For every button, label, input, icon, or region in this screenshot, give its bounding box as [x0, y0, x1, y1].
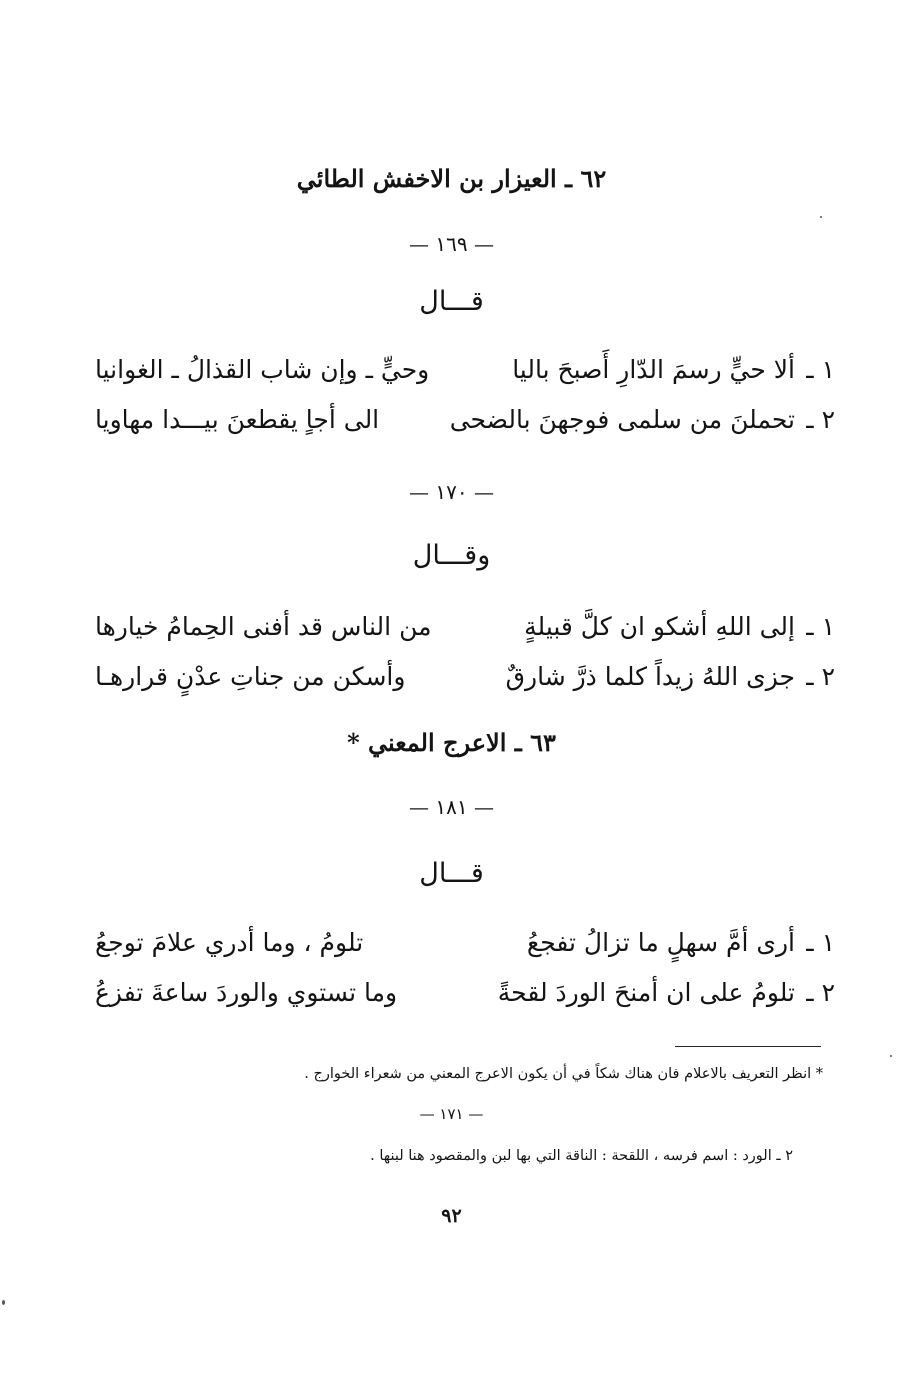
footnote-divider [675, 1046, 821, 1047]
scan-speck [2, 1300, 5, 1305]
verse-first-hemistich: تحملنَ من سلمى فوجهنَ بالضحى [449, 405, 795, 434]
verse-number: ١ ـ [806, 612, 835, 641]
verse-first-hemistich: جزى اللهُ زيداً كلما ذرَّ شارقٌ [505, 662, 795, 691]
footnote-star: * انظر التعريف بالاعلام فان هناك شكاً في أن يكون الاعرج المعني من شعراء الخوارج . [304, 1066, 823, 1082]
verse-170-1 [95, 612, 835, 652]
piece-181-number: — ١٨١ — [409, 795, 494, 819]
verse-second-hemistich: من الناس قد أفنى الحِمامُ خيارها [95, 612, 432, 641]
verse-first-hemistich: ألا حيٍّ رسمَ الدّارِ أَصبحَ باليا [512, 355, 795, 384]
page-number: ٩٢ [441, 1205, 462, 1227]
verse-181-2 [95, 978, 835, 1018]
piece-170-intro: وقـــال [412, 540, 491, 571]
piece-170-number: — ١٧٠ — [409, 480, 494, 504]
verse-169-1 [95, 355, 835, 395]
verse-169-2 [95, 405, 835, 445]
verse-first-hemistich: أرى أمَّ سهلٍ ما تزالُ تفجعُ [526, 928, 795, 957]
verse-second-hemistich: وأسكن من جناتِ عدْنٍ قرارهـا [95, 662, 406, 691]
verse-number: ١ ـ [806, 928, 835, 957]
verse-second-hemistich: تلومُ ، وما أدري علامَ توجعُ [95, 928, 364, 957]
poem-62-title: ٦٢ ـ العيزار بن الاخفش الطائي [296, 164, 607, 193]
footnote-verse-2: ٢ ـ الورد : اسم فرسه ، اللقحة : الناقة التي بها لبن والمقصود هنا لبنها . [370, 1148, 793, 1164]
piece-169-intro: قـــال [419, 286, 484, 317]
piece-169-number: — ١٦٩ — [409, 232, 494, 256]
verse-first-hemistich: تلومُ على ان أمنحَ الوردَ لقحةً [497, 978, 795, 1007]
footnote-piece-number: — ١٧١ — [419, 1105, 484, 1123]
verse-number: ٢ ـ [806, 978, 835, 1007]
verse-number: ١ ـ [806, 355, 835, 384]
verse-first-hemistich: إلى اللهِ أشكو ان كلَّ قبيلةٍ [524, 612, 795, 641]
poem-63-title: ٦٣ ـ الاعرج المعني * [347, 728, 556, 757]
piece-181-intro: قـــال [419, 858, 484, 889]
verse-170-2 [95, 662, 835, 702]
scan-speck [890, 1055, 892, 1057]
verse-second-hemistich: وما تستوي والوردَ ساعةَ تفزعُ [95, 978, 398, 1007]
verse-181-1 [95, 928, 835, 968]
verse-second-hemistich: وحيٍّ ـ وإن شاب القذالُ ـ الغوانيا [95, 355, 430, 384]
verse-second-hemistich: الى أجاٍ يقطعنَ بيـــدا مهاويا [95, 405, 380, 434]
verse-number: ٢ ـ [806, 405, 835, 434]
scan-speck [820, 216, 822, 218]
verse-number: ٢ ـ [806, 662, 835, 691]
